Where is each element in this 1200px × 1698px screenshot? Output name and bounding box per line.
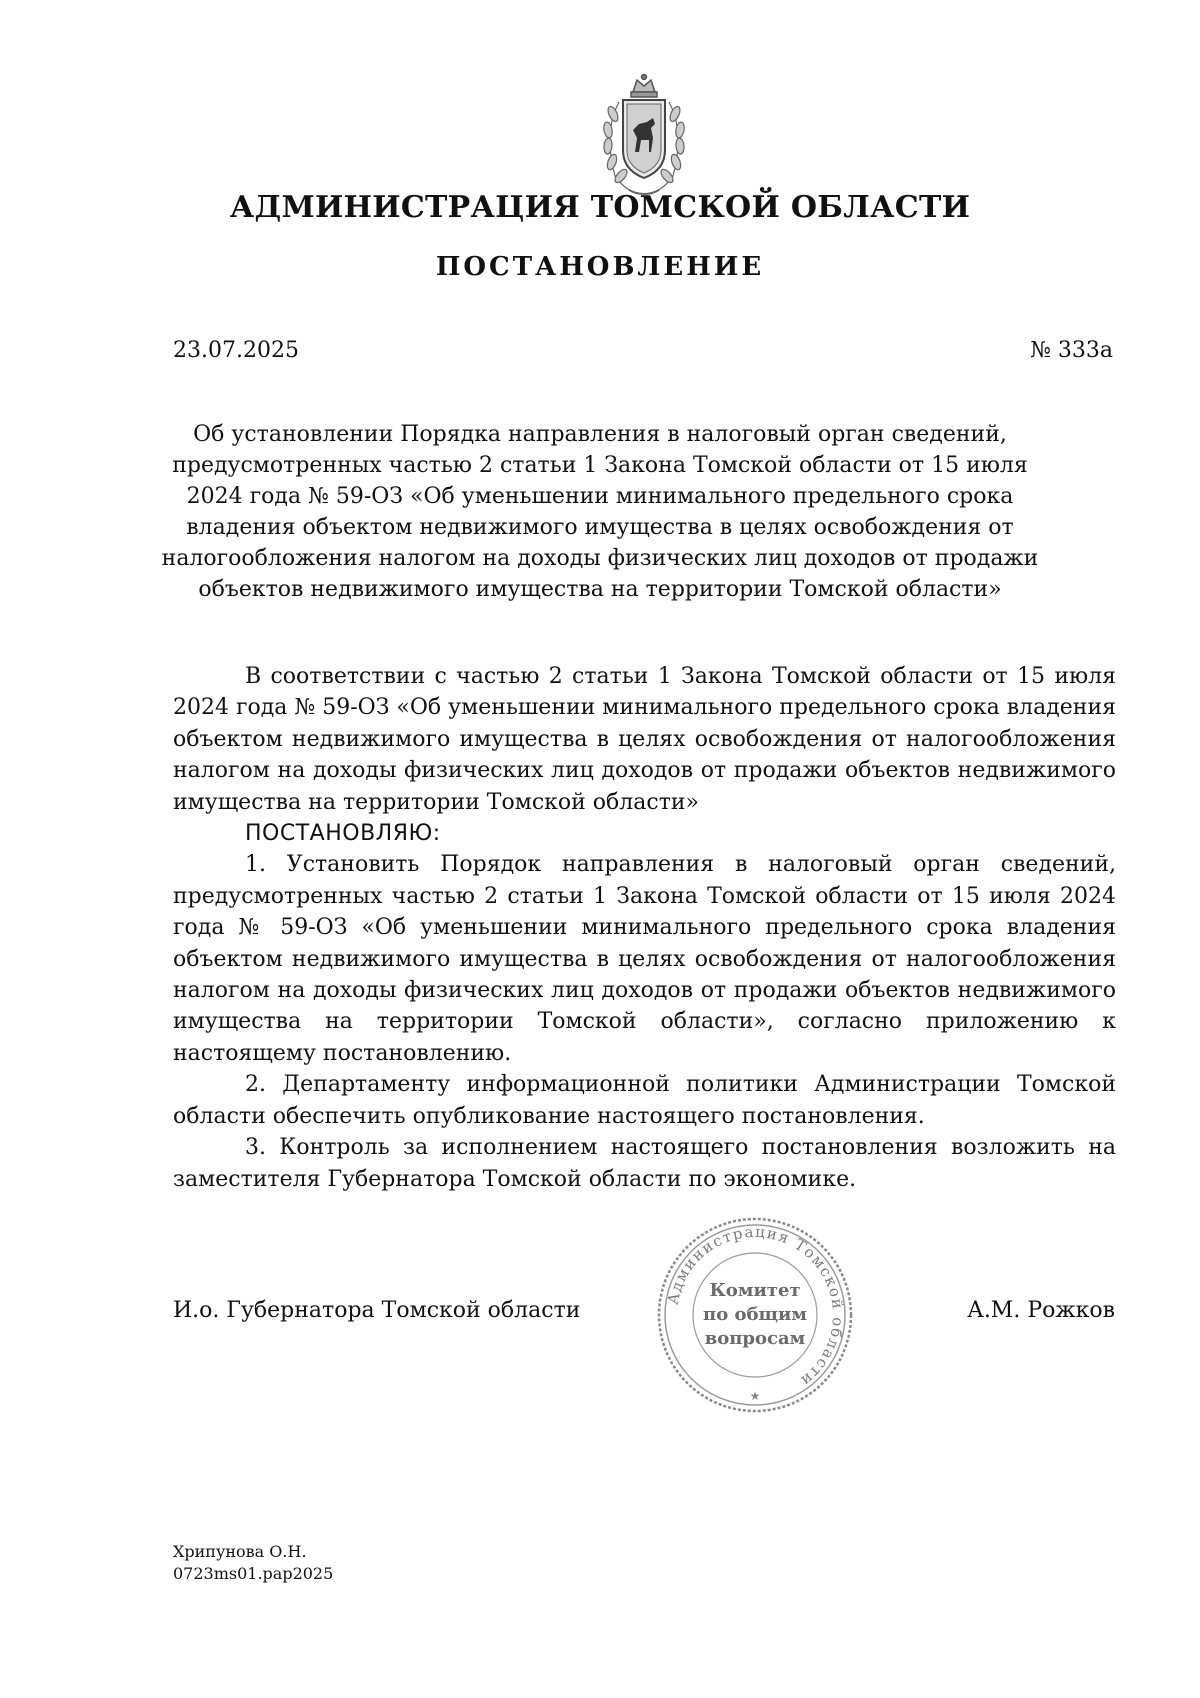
stamp-line-2: по общим bbox=[703, 1304, 807, 1325]
preamble-paragraph: В соответствии с частью 2 статьи 1 Закона Томской области от 15 июля 2024 года № 59-ОЗ «Об уменьшении минимального предельного срока владения объектом недвижимого имущества в целях освобождения от налогообложения налогом на доходы физических лиц доходов от продажи объектов недвижимого имущества на территории Томской области» bbox=[173, 664, 1116, 815]
document-type-heading: ПОСТАНОВЛЕНИЕ bbox=[435, 252, 765, 282]
footer-author: Хрипунова О.Н. bbox=[173, 1542, 307, 1561]
organization-title: АДМИНИСТРАЦИЯ ТОМСКОЙ ОБЛАСТИ bbox=[229, 190, 971, 225]
coat-of-arms-emblem bbox=[589, 72, 699, 204]
clause-2: 2. Департаменту информационной политики Администрации Томской области обеспечить опубликование настоящего постановления. bbox=[173, 1072, 1116, 1129]
document-body bbox=[173, 661, 1116, 1195]
stamp-line-3: вопросам bbox=[704, 1328, 806, 1349]
resolve-heading: ПОСТАНОВЛЯЮ: bbox=[245, 821, 441, 847]
official-stamp bbox=[650, 1215, 860, 1415]
stamp-line-1: Комитет bbox=[709, 1280, 801, 1301]
footer-file-code: 0723ms01.pap2025 bbox=[173, 1564, 334, 1583]
stamp-ring-text: Администрация Томской области bbox=[663, 1222, 848, 1391]
footer-info bbox=[173, 1541, 333, 1585]
clause-3: 3. Контроль за исполнением настоящего постановления возложить на заместителя Губернатора Томской области по экономике. bbox=[173, 1135, 1116, 1192]
document-subject: Об установлении Порядка направления в налоговый орган сведений, предусмотренных частью 2 статьи 1 Закона Томской области от 15 июля 2024 года № 59-ОЗ «Об уменьшении минимального предельного срока владения объектом недвижимого имущества в целях освобождения от налогообложения налогом на доходы физических лиц доходов от продажи объектов недвижимого имущества на территории Томской области» bbox=[161, 422, 1039, 602]
document-date: 23.07.2025 bbox=[173, 338, 299, 363]
signatory-position: И.о. Губернатора Томской области bbox=[173, 1298, 581, 1323]
clause-1: 1. Установить Порядок направления в налоговый орган сведений, предусмотренных частью 2 статьи 1 Закона Томской области от 15 июля 2024 года № 59-ОЗ «Об уменьшении минимального предельного срока владения объектом недвижимого имущества в целях освобождения от налогообложения налогом на доходы физических лиц доходов от продажи объектов недвижимого имущества на территории Томской области», согласно приложению к настоящему постановлению. bbox=[173, 852, 1116, 1066]
document-number: № 333а bbox=[1030, 338, 1113, 363]
signatory-name: А.М. Рожков bbox=[967, 1298, 1115, 1323]
svg-text:★: ★ bbox=[749, 1389, 761, 1403]
